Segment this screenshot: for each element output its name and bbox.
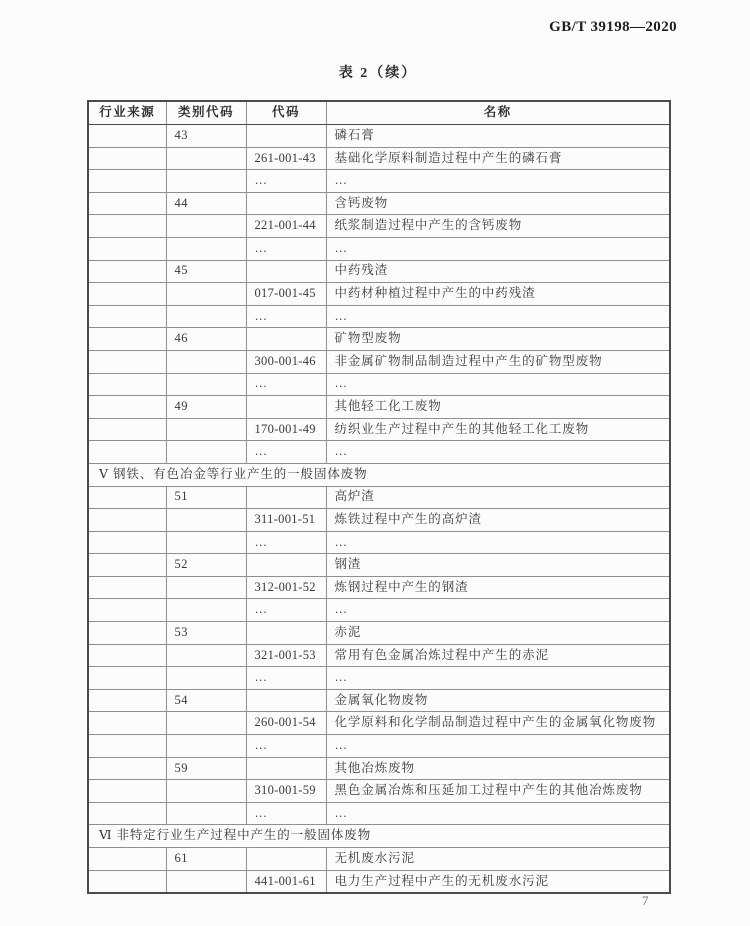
industry-source-cell: [88, 328, 166, 351]
code-cell: [246, 486, 326, 509]
code-cell: 260-001-54: [246, 712, 326, 735]
table-row: [88, 305, 670, 328]
class-code-cell: [166, 531, 246, 554]
name-cell: …: [326, 802, 670, 825]
code-cell: 441-001-61: [246, 870, 326, 893]
class-code-cell: [166, 283, 246, 306]
class-code-cell: [166, 735, 246, 758]
industry-source-cell: [88, 576, 166, 599]
name-cell: 其他轻工化工废物: [326, 396, 670, 419]
class-code-cell: 51: [166, 486, 246, 509]
table-row: [88, 531, 670, 554]
table-row: [88, 689, 670, 712]
table-row: [88, 870, 670, 893]
page-number: 7: [642, 893, 649, 908]
class-code-cell: [166, 441, 246, 464]
table-row: [88, 757, 670, 780]
code-cell: [246, 260, 326, 283]
name-cell: …: [326, 667, 670, 690]
industry-source-cell: [88, 735, 166, 758]
industry-source-cell: [88, 848, 166, 871]
table-row: [88, 396, 670, 419]
industry-source-cell: [88, 689, 166, 712]
industry-source-cell: [88, 486, 166, 509]
code-cell: 261-001-43: [246, 147, 326, 170]
name-cell: 化学原料和化学制品制造过程中产生的金属氧化物废物: [326, 712, 670, 735]
name-cell: …: [326, 373, 670, 396]
name-cell: 非金属矿物制品制造过程中产生的矿物型废物: [326, 350, 670, 373]
name-cell: 炼钢过程中产生的钢渣: [326, 576, 670, 599]
table-row: [88, 192, 670, 215]
table-row: [88, 441, 670, 464]
table-row: [88, 328, 670, 351]
col-header-name: 名称: [326, 101, 670, 125]
industry-source-cell: [88, 441, 166, 464]
industry-source-cell: [88, 554, 166, 577]
industry-source-cell: [88, 305, 166, 328]
class-code-cell: [166, 305, 246, 328]
class-code-cell: [166, 350, 246, 373]
table-row: [88, 644, 670, 667]
table-row: [88, 260, 670, 283]
industry-source-cell: [88, 644, 166, 667]
name-cell: 赤泥: [326, 622, 670, 645]
class-code-cell: 54: [166, 689, 246, 712]
table-header-row: [88, 101, 670, 125]
section-row: [88, 463, 670, 486]
industry-source-cell: [88, 170, 166, 193]
code-cell: …: [246, 237, 326, 260]
table-row: [88, 554, 670, 577]
name-cell: 高炉渣: [326, 486, 670, 509]
table-row: [88, 509, 670, 532]
industry-source-cell: [88, 192, 166, 215]
class-code-cell: 59: [166, 757, 246, 780]
code-cell: 300-001-46: [246, 350, 326, 373]
class-code-cell: [166, 147, 246, 170]
table-row: [88, 780, 670, 803]
industry-source-cell: [88, 599, 166, 622]
industry-source-cell: [88, 667, 166, 690]
table-row: [88, 667, 670, 690]
code-cell: [246, 622, 326, 645]
table-row: [88, 418, 670, 441]
table-row: [88, 215, 670, 238]
name-cell: …: [326, 237, 670, 260]
name-cell: 无机废水污泥: [326, 848, 670, 871]
class-code-cell: 53: [166, 622, 246, 645]
code-cell: 170-001-49: [246, 418, 326, 441]
industry-source-cell: [88, 125, 166, 148]
industry-source-cell: [88, 622, 166, 645]
class-code-cell: [166, 599, 246, 622]
code-cell: …: [246, 531, 326, 554]
name-cell: 磷石膏: [326, 125, 670, 148]
table-row: [88, 373, 670, 396]
section-label: Ⅵ 非特定行业生产过程中产生的一般固体废物: [88, 825, 670, 848]
class-code-cell: [166, 644, 246, 667]
name-cell: …: [326, 531, 670, 554]
table-row: [88, 350, 670, 373]
name-cell: 黑色金属冶炼和压延加工过程中产生的其他冶炼废物: [326, 780, 670, 803]
code-cell: …: [246, 441, 326, 464]
code-cell: [246, 125, 326, 148]
code-cell: [246, 848, 326, 871]
name-cell: 炼铁过程中产生的高炉渣: [326, 509, 670, 532]
code-cell: [246, 328, 326, 351]
col-header-class-code: 类别代码: [166, 101, 246, 125]
table-row: [88, 576, 670, 599]
industry-source-cell: [88, 757, 166, 780]
table-body: [88, 125, 670, 894]
table-row: [88, 599, 670, 622]
industry-source-cell: [88, 237, 166, 260]
name-cell: …: [326, 170, 670, 193]
waste-classification-table: [87, 100, 671, 894]
industry-source-cell: [88, 396, 166, 419]
name-cell: …: [326, 599, 670, 622]
industry-source-cell: [88, 780, 166, 803]
table-row: [88, 486, 670, 509]
code-cell: …: [246, 802, 326, 825]
code-cell: …: [246, 305, 326, 328]
industry-source-cell: [88, 215, 166, 238]
code-cell: …: [246, 735, 326, 758]
class-code-cell: [166, 418, 246, 441]
code-cell: …: [246, 373, 326, 396]
col-header-code: 代码: [246, 101, 326, 125]
table-row: [88, 802, 670, 825]
industry-source-cell: [88, 870, 166, 893]
section-row: [88, 825, 670, 848]
name-cell: 金属氧化物废物: [326, 689, 670, 712]
name-cell: 中药材种植过程中产生的中药残渣: [326, 283, 670, 306]
industry-source-cell: [88, 350, 166, 373]
industry-source-cell: [88, 418, 166, 441]
industry-source-cell: [88, 802, 166, 825]
table-row: [88, 237, 670, 260]
code-cell: 221-001-44: [246, 215, 326, 238]
code-cell: 312-001-52: [246, 576, 326, 599]
industry-source-cell: [88, 712, 166, 735]
industry-source-cell: [88, 509, 166, 532]
industry-source-cell: [88, 531, 166, 554]
code-cell: [246, 396, 326, 419]
class-code-cell: 49: [166, 396, 246, 419]
code-cell: [246, 554, 326, 577]
name-cell: 其他冶炼废物: [326, 757, 670, 780]
industry-source-cell: [88, 283, 166, 306]
table-row: [88, 170, 670, 193]
code-cell: 310-001-59: [246, 780, 326, 803]
table-row: [88, 283, 670, 306]
name-cell: 中药残渣: [326, 260, 670, 283]
name-cell: 纺织业生产过程中产生的其他轻工化工废物: [326, 418, 670, 441]
class-code-cell: 52: [166, 554, 246, 577]
table-row: [88, 147, 670, 170]
name-cell: …: [326, 735, 670, 758]
code-cell: 311-001-51: [246, 509, 326, 532]
name-cell: …: [326, 441, 670, 464]
class-code-cell: [166, 170, 246, 193]
industry-source-cell: [88, 147, 166, 170]
code-cell: 321-001-53: [246, 644, 326, 667]
table-row: [88, 712, 670, 735]
name-cell: 矿物型废物: [326, 328, 670, 351]
class-code-cell: 61: [166, 848, 246, 871]
class-code-cell: 46: [166, 328, 246, 351]
col-header-industry-source: 行业来源: [88, 101, 166, 125]
name-cell: …: [326, 305, 670, 328]
standard-number: GB/T 39198—2020: [549, 19, 677, 35]
code-cell: [246, 192, 326, 215]
class-code-cell: [166, 373, 246, 396]
class-code-cell: [166, 509, 246, 532]
name-cell: 含钙废物: [326, 192, 670, 215]
code-cell: …: [246, 170, 326, 193]
name-cell: 基础化学原料制造过程中产生的磷石膏: [326, 147, 670, 170]
class-code-cell: [166, 576, 246, 599]
code-cell: …: [246, 599, 326, 622]
class-code-cell: [166, 667, 246, 690]
name-cell: 纸浆制造过程中产生的含钙废物: [326, 215, 670, 238]
table-row: [88, 125, 670, 148]
code-cell: 017-001-45: [246, 283, 326, 306]
class-code-cell: 44: [166, 192, 246, 215]
class-code-cell: [166, 802, 246, 825]
class-code-cell: [166, 215, 246, 238]
name-cell: 电力生产过程中产生的无机废水污泥: [326, 870, 670, 893]
table-row: [88, 735, 670, 758]
code-cell: …: [246, 667, 326, 690]
industry-source-cell: [88, 373, 166, 396]
name-cell: 钢渣: [326, 554, 670, 577]
table-row: [88, 622, 670, 645]
table-title: 表 2（续）: [338, 66, 418, 81]
section-label: Ⅴ 钢铁、有色冶金等行业产生的一般固体废物: [88, 463, 670, 486]
class-code-cell: 45: [166, 260, 246, 283]
class-code-cell: [166, 780, 246, 803]
class-code-cell: 43: [166, 125, 246, 148]
code-cell: [246, 689, 326, 712]
class-code-cell: [166, 870, 246, 893]
industry-source-cell: [88, 260, 166, 283]
name-cell: 常用有色金属冶炼过程中产生的赤泥: [326, 644, 670, 667]
code-cell: [246, 757, 326, 780]
class-code-cell: [166, 237, 246, 260]
class-code-cell: [166, 712, 246, 735]
table-row: [88, 848, 670, 871]
